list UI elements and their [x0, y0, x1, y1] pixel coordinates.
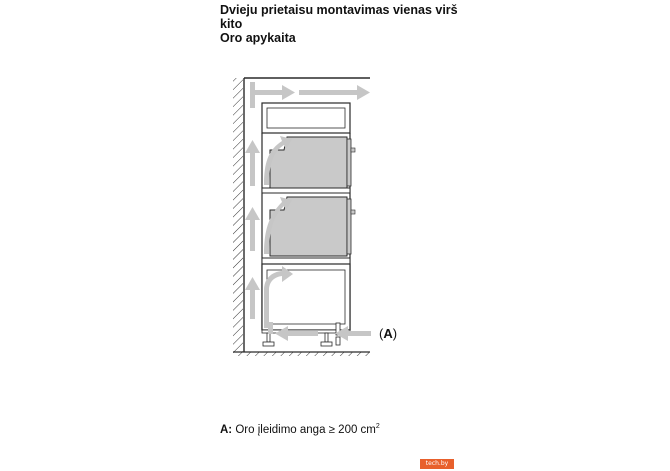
top-right-arrow	[299, 85, 370, 100]
top-shelf-arrow-left	[250, 82, 255, 90]
watermark-badge: tech.by	[420, 459, 454, 469]
note-superscript: 2	[375, 423, 380, 430]
rear-arrow-upper	[245, 140, 260, 186]
legend-note	[220, 423, 380, 436]
title-line-2: kito	[220, 17, 243, 31]
title-line-1: Dvieju prietaisu montavimas vienas virš	[220, 3, 458, 17]
title-line-3: Oro apykaita	[220, 31, 296, 45]
opening-label-a	[379, 326, 397, 341]
label-a-close-paren: )	[392, 326, 398, 341]
rear-arrow-middle	[245, 207, 260, 251]
note-key: A:	[220, 423, 233, 436]
label-a-open-paren: (	[379, 326, 384, 341]
note-text: Oro įleidimo anga ≥ 200 cm	[235, 423, 376, 436]
label-a-letter: A	[383, 326, 393, 341]
top-cabinet	[262, 103, 350, 133]
rear-arrow-lower	[245, 277, 260, 319]
bottom-rise-arrow	[268, 322, 273, 334]
